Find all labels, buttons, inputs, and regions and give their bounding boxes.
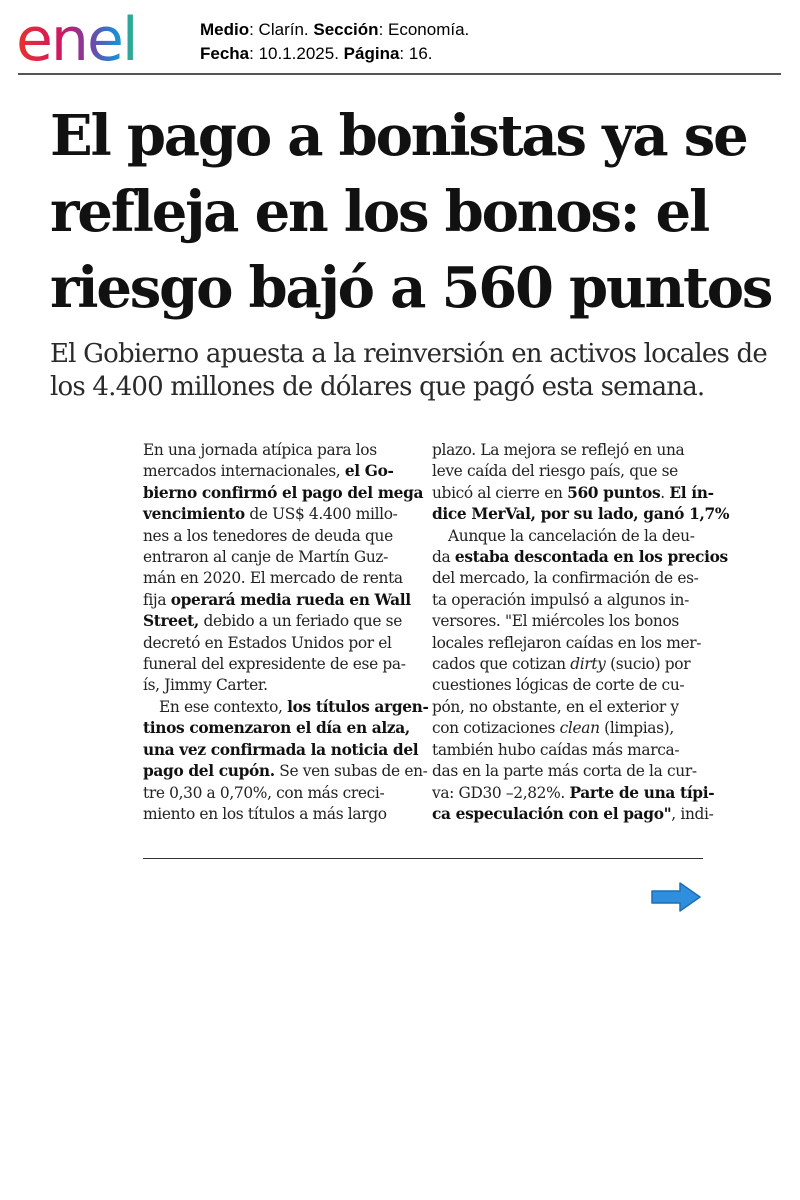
body-line (143, 483, 424, 504)
body-line (143, 675, 411, 696)
body-line (143, 718, 411, 739)
body-line (143, 654, 411, 675)
body-line (143, 547, 411, 568)
enel-logo (16, 8, 176, 70)
body-line (432, 461, 700, 482)
body-bold-text: 560 puntos (567, 483, 661, 502)
body-text: ubicó al cierre en (432, 483, 568, 502)
body-bold-text: operará media rueda en Wall (170, 590, 411, 609)
body-text: fija (143, 590, 171, 609)
body-text: , indi- (671, 804, 714, 823)
seccion-value: : Economía. (378, 20, 470, 39)
body-line (143, 611, 411, 632)
body-text: miento en los títulos a más largo (143, 804, 387, 823)
body-text: En una jornada atípica para los (143, 441, 377, 459)
body-text: de US$ 4.400 millo- (244, 505, 398, 524)
body-line (432, 440, 700, 461)
body-text: mercados internacionales, (143, 462, 345, 481)
body-bold-text: dice MerVal, por su lado, ganó 1,7% (432, 505, 730, 524)
body-text: cados que cotizan (432, 655, 571, 674)
body-line (432, 740, 700, 761)
svg-text:enel: enel (16, 8, 137, 70)
body-line (143, 440, 411, 461)
body-line (432, 804, 714, 825)
medio-value: : Clarín. (249, 20, 314, 39)
body-line (143, 697, 429, 718)
body-bold-text: Parte de una típi- (569, 783, 715, 802)
body-text: ís, Jimmy Carter. (143, 676, 268, 695)
body-text: del mercado, la confirmación de es- (432, 569, 699, 588)
fecha-label: Fecha (200, 44, 250, 63)
article-column-right (432, 440, 730, 825)
body-text: con cotizaciones (432, 719, 560, 738)
body-text: entraron al canje de Martín Guz- (143, 548, 389, 567)
clipping-header (0, 0, 800, 76)
body-bold-text: los títulos argen- (287, 697, 429, 716)
body-text: funeral del expresidente de ese pa- (143, 655, 406, 674)
body-line (432, 611, 700, 632)
body-text: . (660, 483, 670, 502)
body-bold-text: El ín- (669, 483, 714, 502)
body-line (432, 697, 700, 718)
subhead-line: los 4.400 millones de dólares que pagó esta semana. (50, 372, 705, 402)
body-text: Aunque la cancelación de la deu- (448, 526, 695, 545)
body-text: pón, no obstante, en el exterior y (432, 697, 679, 716)
article-bottom-divider (143, 858, 703, 859)
body-text: locales reflejaron caídas en los mer- (432, 633, 702, 652)
body-text: ta operación impulsó a algunos in- (432, 590, 689, 609)
body-line (432, 526, 700, 547)
body-bold-text: ca especulación con el pago" (432, 804, 672, 823)
article-headline (50, 98, 770, 326)
body-line (432, 633, 700, 654)
clipping-metadata (200, 18, 469, 66)
body-line (143, 761, 428, 782)
body-text: debido a un feriado que se (198, 612, 402, 631)
body-bold-text: pago del cupón. (143, 762, 275, 781)
body-line (432, 783, 715, 804)
body-text: tre 0,30 a 0,70%, con más creci- (143, 783, 385, 802)
body-text: (limpias), (599, 719, 674, 738)
body-text: cuestiones lógicas de corte de cu- (432, 676, 685, 695)
article-column-left (143, 440, 429, 825)
header-divider (18, 73, 781, 75)
body-italic-text: dirty (570, 655, 606, 674)
body-bold-text: vencimiento (143, 505, 245, 524)
article-subheadline (50, 338, 780, 404)
body-text: versores. "El miércoles los bonos (432, 612, 679, 631)
body-text: (sucio) por (605, 655, 691, 674)
body-line (432, 568, 700, 589)
body-line (143, 783, 411, 804)
headline-line: El pago a bonistas ya se (50, 103, 747, 169)
pagina-value: : 16. (399, 44, 433, 63)
body-line (432, 761, 700, 782)
body-bold-text: Street, (143, 612, 199, 631)
pagina-label: Página (343, 44, 400, 63)
body-line (432, 718, 700, 739)
body-line (143, 461, 411, 482)
body-text: leve caída del riesgo país, que se (432, 462, 678, 481)
body-text: das en la parte más corta de la cur- (432, 762, 697, 781)
body-text: mán en 2020. El mercado de renta (143, 569, 403, 588)
body-text: nes a los tenedores de deuda que (143, 526, 393, 545)
body-line (432, 504, 730, 525)
body-text: plazo. La mejora se reflejó en una (432, 441, 685, 459)
headline-line: riesgo bajó a 560 puntos (50, 255, 772, 321)
body-bold-text: una vez confirmada la noticia del (143, 740, 419, 759)
body-italic-text: clean (559, 719, 600, 738)
medio-label: Medio (200, 20, 250, 39)
body-line (143, 633, 411, 654)
body-line (143, 526, 411, 547)
body-bold-text: el Go- (344, 462, 394, 481)
headline-line: refleja en los bonos: el (50, 179, 709, 245)
body-line (143, 740, 419, 761)
body-line (432, 547, 728, 568)
body-text: decretó en Estados Unidos por el (143, 633, 392, 652)
body-text: también hubo caídas más marca- (432, 740, 680, 759)
body-text: da (432, 548, 455, 567)
body-line (432, 483, 714, 504)
body-text: va: GD30 –2,82%. (432, 783, 570, 802)
body-line (143, 590, 411, 611)
body-line (143, 504, 411, 525)
body-bold-text: tinos comenzaron el día en alza, (143, 719, 410, 738)
fecha-value: : 10.1.2025. (249, 44, 344, 63)
body-line (432, 675, 700, 696)
right-arrow-icon[interactable] (650, 880, 702, 914)
body-bold-text: estaba descontada en los precios (454, 548, 728, 567)
body-line (432, 654, 700, 675)
body-line (432, 590, 700, 611)
body-text: Se ven subas de en- (274, 762, 428, 781)
subhead-line: El Gobierno apuesta a la reinversión en activos locales de (50, 339, 767, 369)
body-line (143, 804, 411, 825)
seccion-label: Sección (313, 20, 379, 39)
body-line (143, 568, 411, 589)
body-bold-text: bierno confirmó el pago del mega (143, 483, 424, 502)
body-text: En ese contexto, (159, 697, 288, 716)
